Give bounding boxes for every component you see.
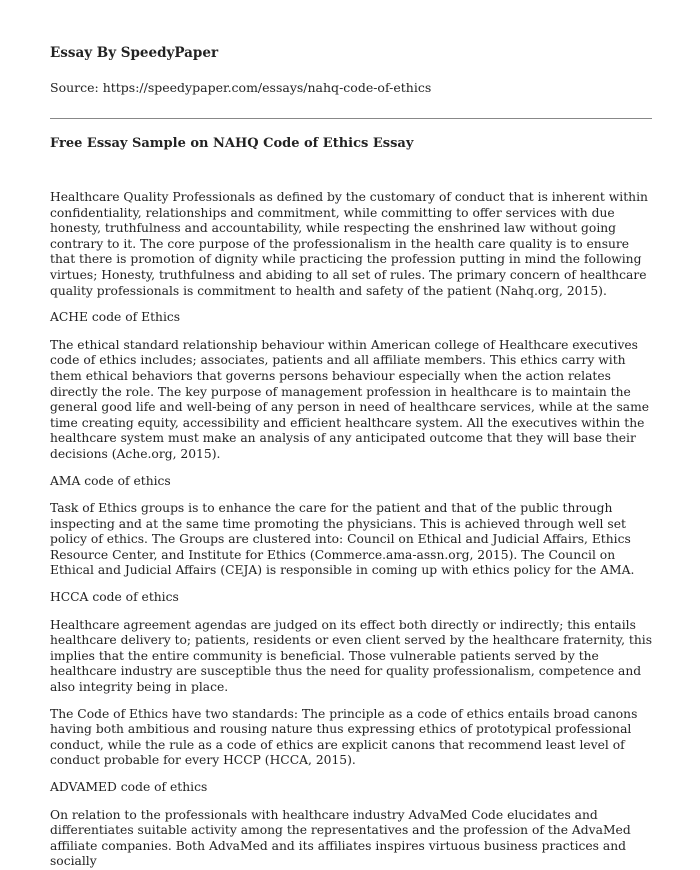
section-heading: ACHE code of Ethics [50, 310, 181, 325]
source-line: Source: https://speedypaper.com/essays/nahq-code-of-ethics [50, 80, 432, 95]
essay-paragraph: Healthcare Quality Professionals as defined by the customary of conduct that is inherent within confidentiality, relationships and commitment, while committing to offer services with due honesty, truthfulness and accountability, while respecting the enshrined law without going contrary to it. The core purpose of the professionalism in the health care quality is to ensure that there is promotion of dignity while practicing the profession putting in mind the following virtues; Honesty, truthfulness and abiding to all set of rules. The primary concern of healthcare quality professionals is commitment to health and safety of the patient (Nahq.org, 2015). [50, 190, 648, 298]
section-heading: ADVAMED code of ethics [50, 780, 208, 794]
site-title: Essay By SpeedyPaper [50, 45, 219, 61]
section-heading: AMA code of ethics [50, 473, 171, 488]
essay-body [50, 190, 652, 870]
essay-paragraph: The Code of Ethics have two standards: The principle as a code of ethics entails broad canons having both ambitious and rousing nature thus expressing ethics of prototypical professional conduct, while the rule as a code of ethics are explicit canons that recommend least level of conduct probable for every HCCP (HCCA, 2015). [50, 706, 638, 768]
essay-title: Free Essay Sample on NAHQ Code of Ethics Essay [50, 136, 414, 151]
essay-paragraph: On relation to the professionals with healthcare industry AdvaMed Code elucidates and differentiates suitable activity among the representatives and the profession of the AdvaMed affiliate companies. Both AdvaMed and its affiliates inspires virtuous business practices and socially [50, 807, 631, 869]
section-heading: HCCA code of ethics [50, 590, 179, 605]
essay-paragraph: Healthcare agreement agendas are judged on its effect both directly or indirectly; this entails healthcare delivery to; patients, residents or even client served by the healthcare fraternity, this implies that the entire community is beneficial. Those vulnerable patients served by the healthcare industry are susceptible thus the need for quality professionalism, competence and also integrity being in place. [50, 617, 653, 695]
essay-paragraph: The ethical standard relationship behaviour within American college of Healthcare executives code of ethics includes; associates, patients and all affiliate members. This ethics carry with them ethical behaviors that governs persons behaviour especially when the action relates directly the role. The key purpose of management profession in healthcare is to maintain the general good life and well-being of any person in need of healthcare services, while at the same time creating equity, accessibility and efficient healthcare system. All the executives within the healthcare system must make an analysis of any anticipated outcome that they will base their decisions (Ache.org, 2015). [50, 337, 650, 461]
header-divider [50, 118, 652, 119]
essay-paragraph: Task of Ethics groups is to enhance the care for the patient and that of the public through inspecting and at the same time promoting the physicians. This is achieved through well set policy of ethics. The Groups are clustered into: Council on Ethical and Judicial Affairs, Ethics Resource Center, and Institute for Ethics (Commerce.ama-assn.org, 2015). The Council on Ethical and Judicial Affairs (CEJA) is responsible in coming up with ethics policy for the AMA. [50, 501, 635, 578]
